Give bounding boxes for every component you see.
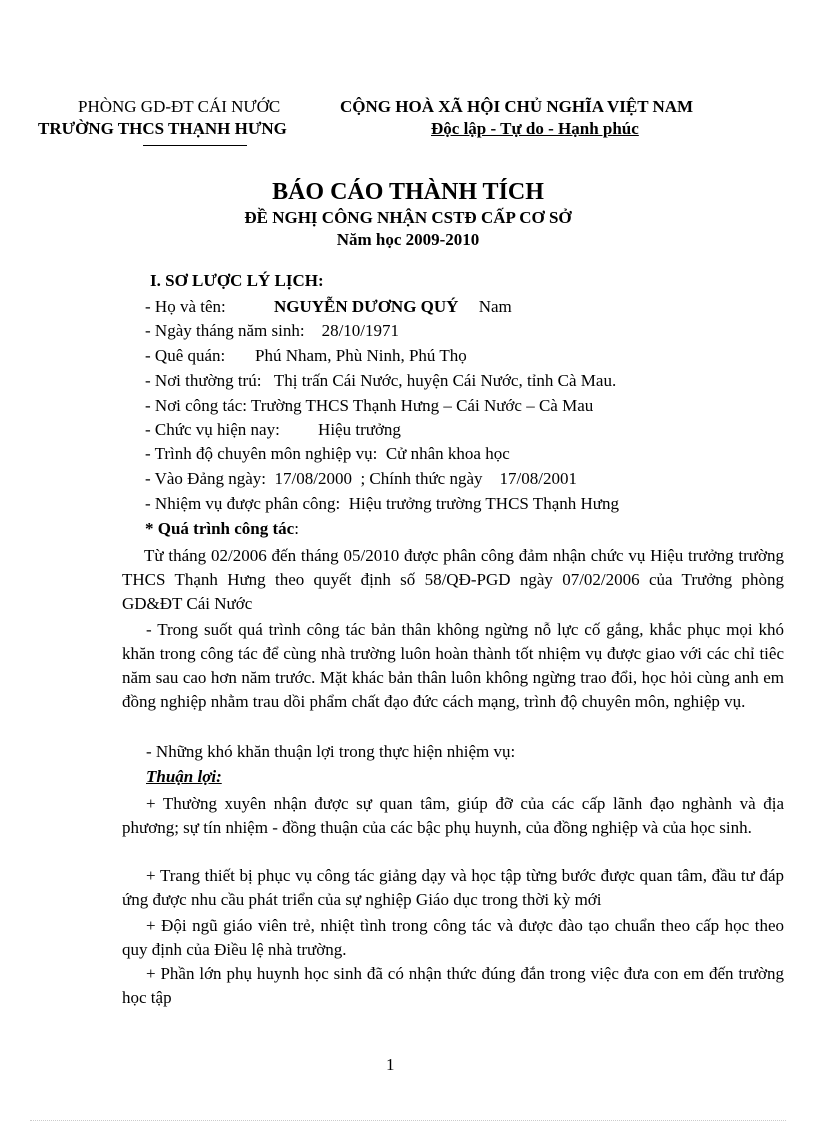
header-divider xyxy=(143,145,247,146)
school-year: Năm học 2009-2010 xyxy=(336,230,480,249)
paragraph-effort: - Trong suốt quá trình công tác bản thân không ngừng nỗ lực cố gắng, khắc phục mọi khó khăn trong công tác để cùng nhà trường luôn hoàn thành tốt nhiệm vụ được giao với các chỉ tiêc năm sau cao hơn năm trước. Mặt khác bản thân luôn không ngừng trao đổi, học hỏi cùng anh em đồng nghiệp nhằm trau dồi phẩm chất đạo đức cách mạng, trình độ chuyên môn, nghiệp vụ. xyxy=(122,620,784,711)
report-subtitle: ĐỀ NGHỊ CÔNG NHẬN CSTĐ CẤP CƠ SỞ xyxy=(244,208,572,227)
advantage-item-4: + Phần lớn phụ huynh học sinh đã có nhận thức đúng đắn trong việc đưa con em đến trường học tập xyxy=(122,964,784,1007)
dob-row: - Ngày tháng năm sinh: 28/10/1971 xyxy=(145,321,400,340)
duty-row: - Nhiệm vụ được phân công: Hiệu trưởng trường THCS Thạnh Hưng xyxy=(145,494,619,513)
name-label: - Họ và tên: xyxy=(145,297,226,316)
residence-row: - Nơi thường trú: Thị trấn Cái Nước, huyện Cái Nước, tỉnh Cà Mau. xyxy=(145,371,617,390)
process-label: * Quá trình công tác xyxy=(145,519,295,538)
advantage-item-2: + Trang thiết bị phục vụ công tác giảng dạy và học tập từng bước được quan tâm, đầu tư đáp ứng được nhu cầu phát triển của sự nghiệp Giáo dục trong thời kỳ mới xyxy=(122,866,784,909)
advantages-heading: Thuận lợi: xyxy=(146,767,222,786)
name-value: NGUYỄN DƯƠNG QUÝ xyxy=(273,297,459,316)
process-heading xyxy=(145,519,299,539)
page-number: 1 xyxy=(386,1055,395,1074)
school-name: TRƯỜNG THCS THẠNH HƯNG xyxy=(38,119,287,138)
report-title: BÁO CÁO THÀNH TÍCH xyxy=(272,179,544,205)
hometown-row: - Quê quán: Phú Nham, Phù Ninh, Phú Thọ xyxy=(145,346,467,365)
department-name: PHÒNG GD-ĐT CÁI NƯỚC xyxy=(78,97,281,116)
nation-title: CỘNG HOÀ XÃ HỘI CHỦ NGHĨA VIỆT NAM xyxy=(340,97,694,116)
national-motto: Độc lập - Tự do - Hạnh phúc xyxy=(431,119,639,138)
gender-value: Nam xyxy=(478,297,512,316)
paragraph-difficulties-intro: - Những khó khăn thuận lợi trong thực hiện nhiệm vụ: xyxy=(146,742,516,761)
advantage-item-3: + Đội ngũ giáo viên trẻ, nhiệt tình trong công tác và được đào tạo chuẩn theo cấp học theo quy định của Điều lệ nhà trường. xyxy=(122,916,784,959)
process-colon: : xyxy=(294,519,299,538)
name-row xyxy=(145,297,512,317)
advantage-item-1: + Thường xuyên nhận được sự quan tâm, giúp đỡ của các cấp lãnh đạo nghành và địa phương; sự tín nhiệm - đồng thuận của các bậc phụ huynh, của đồng nghiệp và của học sinh. xyxy=(122,794,784,837)
page-bottom-edge xyxy=(30,1120,786,1121)
position-row: - Chức vụ hiện nay: Hiệu trưởng xyxy=(145,420,401,439)
paragraph-work-history: Từ tháng 02/2006 đến tháng 05/2010 được phân công đảm nhận chức vụ Hiệu trưởng trường THCS Thạnh Hưng theo quyết định số 58/QĐ-PGD ngày 07/02/2006 của Trưởng phòng GD&ĐT Cái Nước xyxy=(122,546,784,613)
workplace-row: - Nơi công tác: Trường THCS Thạnh Hưng – Cái Nước – Cà Mau xyxy=(145,396,594,415)
section-heading: I. SƠ LƯỢC LÝ LỊCH: xyxy=(150,271,324,290)
qualification-row: - Trình độ chuyên môn nghiệp vụ: Cử nhân khoa học xyxy=(145,444,510,463)
party-row: - Vào Đảng ngày: 17/08/2000 ; Chính thức ngày 17/08/2001 xyxy=(145,469,577,488)
